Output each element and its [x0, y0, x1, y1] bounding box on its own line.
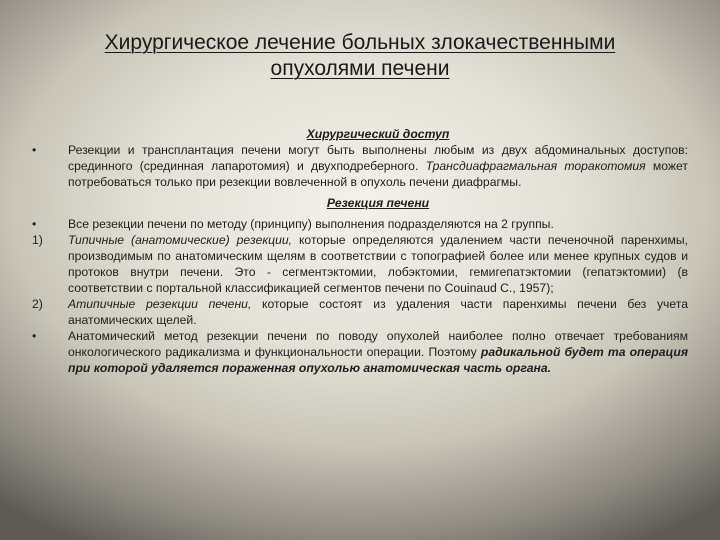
section-heading-liver-resection: Резекция печени [326, 196, 430, 210]
list-item-text: Все резекции печени по методу (принципу) выполнения подразделяются на 2 группы. [68, 217, 554, 231]
slide-content [26, 126, 688, 376]
list-item [26, 232, 688, 296]
bullet-marker: • [32, 329, 37, 343]
number-marker: 2) [32, 297, 43, 311]
number-marker: 1) [32, 233, 43, 247]
list-item [26, 216, 688, 232]
list-item-text: Типичные (анатомические) резекции, которые определяются удалением части печеночной паренхимы, производимым по анатомическим щелям в соответствии с топографией более или менее крупных судов и протоков внутри печени. Это - сегментэктомии, лобэктомии, гемигепатэктомии (гепатэктомии) (в соответствии с портальной классификацией сегментов печени по Couinaud C., 1957); [68, 233, 688, 295]
list-item-text: Резекции и трансплантация печени могут быть выполнены любым из двух абдоминальных доступов: срединного (срединная лапаротомия) и двухподреберного. Трансдиафрагмальная торакотомия может потребоваться только при резекции вовлеченной в опухоль печени диафрагмы. [68, 143, 689, 189]
slide-title-text: Хирургическое лечение больных злокачественными опухолями печени [104, 31, 616, 80]
bullet-marker: • [32, 217, 37, 231]
list-item [26, 142, 688, 190]
section-heading-surgical-access: Хирургический доступ [306, 127, 450, 141]
list-item-text: Атипичные резекции печени, которые состоят из удаления части паренхимы печени без учета анатомических щелей. [68, 297, 689, 327]
section-heading-row [26, 195, 688, 211]
bullet-marker: • [32, 143, 37, 157]
section-heading-row [26, 126, 688, 142]
list-item [26, 328, 688, 376]
list-item-text: Анатомический метод резекции печени по поводу опухолей наиболее полно отвечает требованиям онкологического радикализма и функциональности операции. Поэтому радикальной будет та операция при которой удаляется пораженная опухолью анатомическая часть органа. [68, 329, 688, 375]
list-item [26, 296, 688, 328]
slide-title [50, 30, 670, 82]
